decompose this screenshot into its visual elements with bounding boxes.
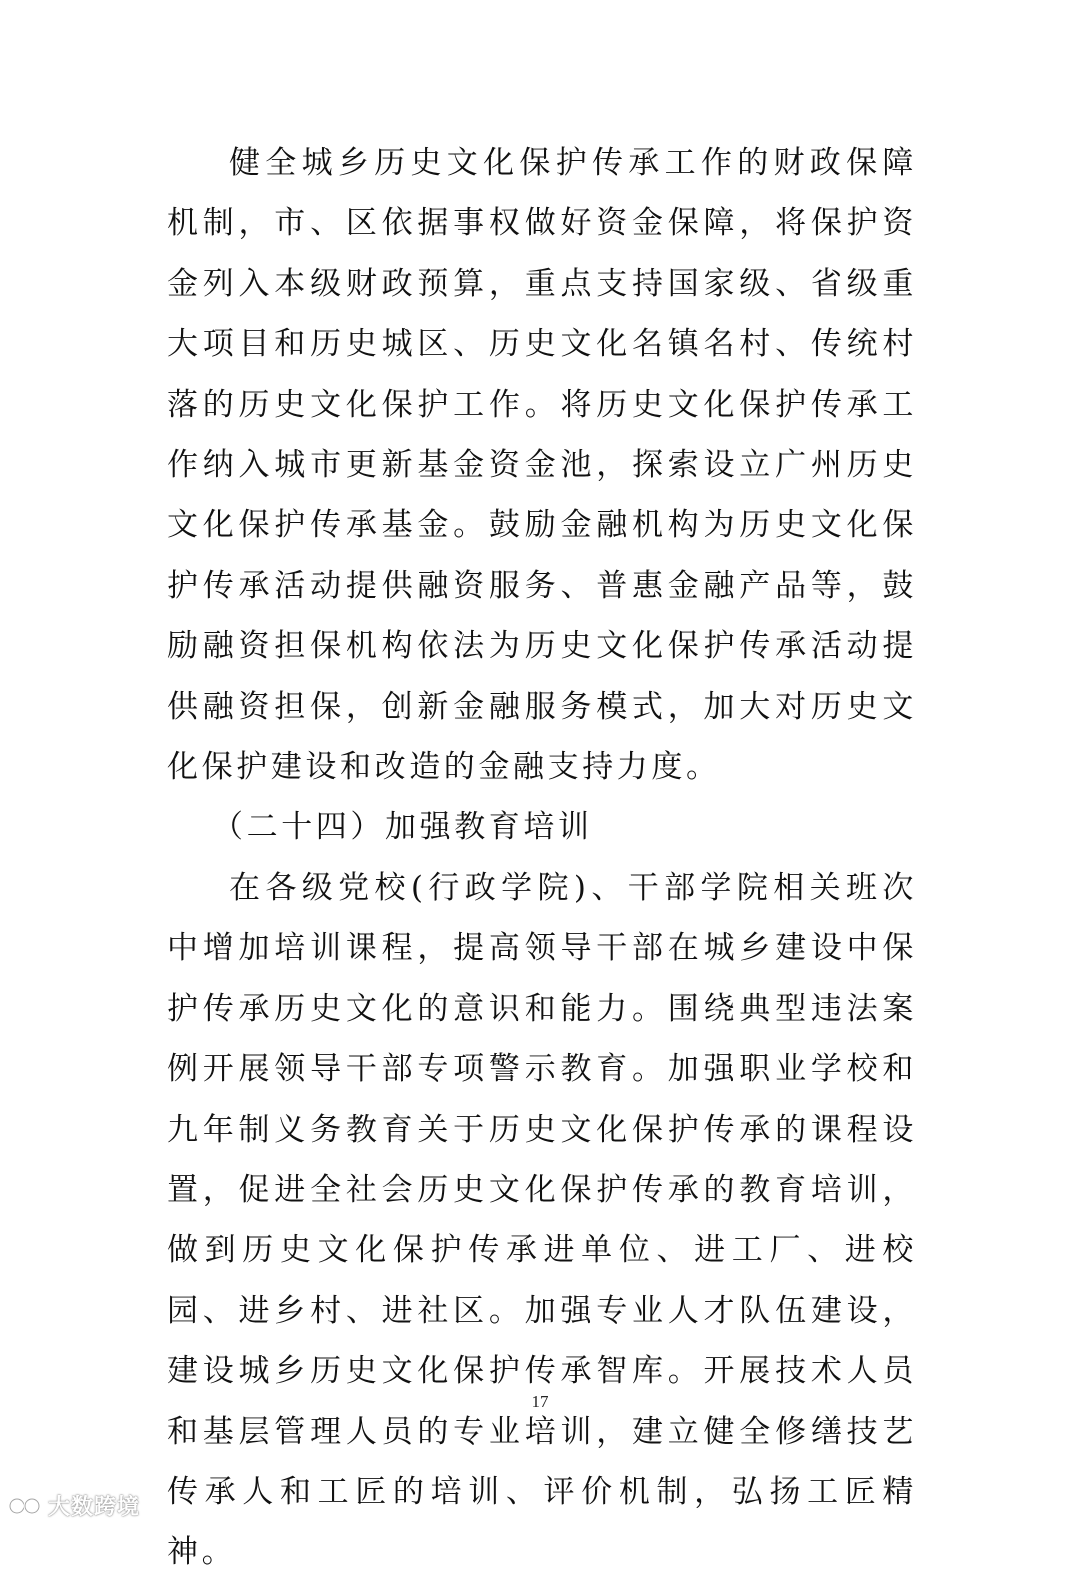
- paragraph-education-training: 在各级党校(行政学院)、干部学院相关班次中增加培训课程，提高领导干部在城乡建设中保护传承历史文化的意识和能力。围绕典型违法案例开展领导干部专项警示教育。加强职业学校和九年制义务教育关于历史文化保护传承的课程设置，促进全社会历史文化保护传承的教育培训，做到历史文化保护传承进单位、进工厂、进校园、进乡村、进社区。加强专业人才队伍建设，建设城乡历史文化保护传承智库。开展技术人员和基层管理人员的专业培训，建立健全修缮技艺传承人和工匠的培训、评价机制，弘扬工匠精神。: [167, 869, 917, 1571]
- watermark-text: 大数跨境: [48, 1495, 141, 1520]
- section-heading: （二十四）加强教育培训: [212, 809, 593, 846]
- page-number: 17: [531, 1392, 549, 1411]
- watermark: [8, 1490, 140, 1521]
- dashu-logo-icon: [8, 1494, 42, 1518]
- paragraph-financial-guarantee: 健全城乡历史文化保护传承工作的财政保障机制，市、区依据事权做好资金保障，将保护资金列入本级财政预算，重点支持国家级、省级重大项目和历史城区、历史文化名镇名村、传统村落的历史文化保护工作。将历史文化保护传承工作纳入城市更新基金资金池，探索设立广州历史文化保护传承基金。鼓励金融机构为历史文化保护传承活动提供融资服务、普惠金融产品等，鼓励融资担保机构依法为历史文化保护传承活动提供融资担保，创新金融服务模式，加大对历史文化保护建设和改造的金融支持力度。: [167, 145, 917, 786]
- document-body: [167, 133, 917, 1583]
